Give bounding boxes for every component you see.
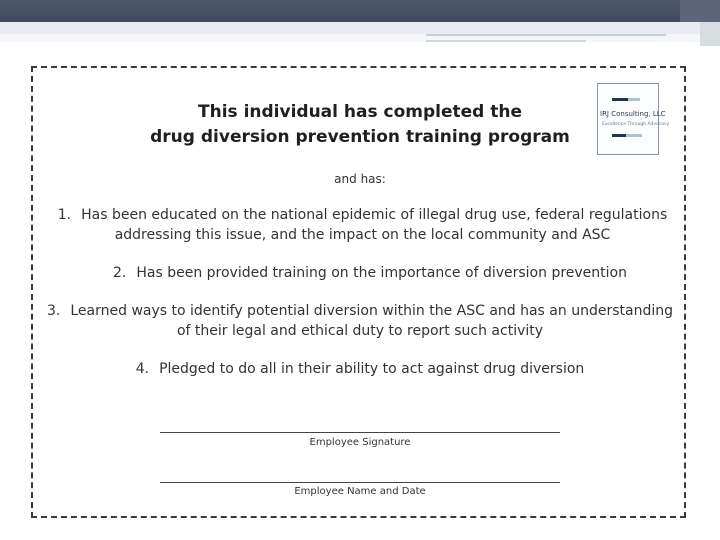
list-item-text: Pledged to do all in their ability to act against drug diversion	[159, 361, 585, 377]
list-item-text: Learned ways to identify potential diversion within the ASC and has an understanding of their legal and ethical duty to report such activity	[70, 303, 673, 339]
list-item	[50, 205, 675, 245]
logo-tagline: Excellence Through Advocacy	[602, 122, 670, 127]
list-item	[90, 263, 650, 283]
list-item-number: 2.	[113, 265, 127, 281]
logo-bar-light	[628, 98, 640, 101]
name-date-line	[160, 482, 560, 483]
header-corner-block	[700, 22, 720, 46]
subheading: and has:	[334, 172, 386, 186]
slide-header-bar	[0, 0, 720, 22]
logo-bar-light-bottom	[626, 134, 642, 137]
list-item-text: Has been educated on the national epidemic of illegal drug use, federal regulations addressing this issue, and the impact on the local community and ASC	[81, 207, 668, 243]
header-accent-line	[426, 34, 666, 36]
header-strip	[0, 22, 720, 34]
logo-bar-dark-bottom	[612, 134, 626, 137]
header-right-band	[680, 0, 720, 22]
title-line-2: drug diversion prevention training program	[150, 127, 570, 147]
certificate-title	[120, 100, 600, 150]
logo-bar-dark	[612, 98, 628, 101]
title-line-1: This individual has completed the	[198, 102, 522, 122]
signature-line	[160, 432, 560, 433]
header-accent-line-short	[426, 40, 586, 42]
list-item	[40, 301, 680, 341]
list-item-number: 4.	[135, 361, 150, 377]
signature-label: Employee Signature	[309, 437, 411, 448]
name-date-label: Employee Name and Date	[294, 486, 426, 497]
list-item	[120, 359, 600, 379]
company-logo	[597, 83, 670, 155]
header-dark-band	[0, 0, 680, 22]
logo-name: IRJ Consulting, LLC	[600, 110, 666, 118]
list-item-text: Has been provided training on the importance of diversion prevention	[136, 265, 627, 281]
list-item-number: 3.	[47, 303, 61, 319]
list-item-number: 1.	[57, 207, 72, 223]
